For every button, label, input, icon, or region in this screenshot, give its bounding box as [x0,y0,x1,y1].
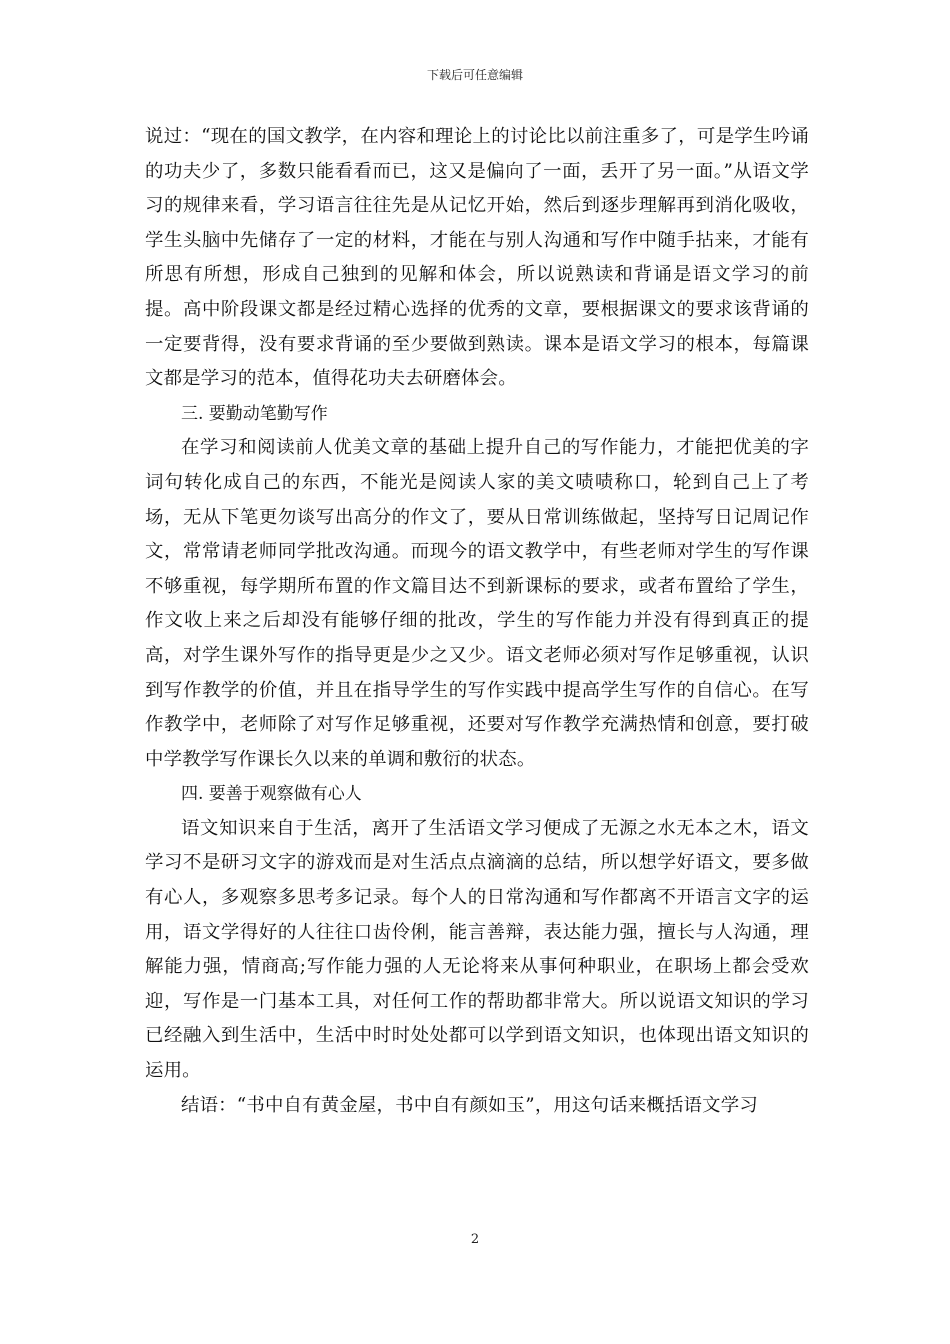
section-heading-writing: 三. 要勤动笔勤写作 [181,403,328,424]
section-heading-observation: 四. 要善于观察做有心人 [181,784,362,805]
paragraph-observation: 语文知识来自于生活，离开了生活语文学习便成了无源之水无本之木，语文学习不是研习文字的游戏而是对生活点点滴滴的总结，所以想学好语文，要多做有心人，多观察多思考多记录。每个人的日常沟通和写作都离不开语言文字的运用，语文学得好的人往往口齿伶俐，能言善辩，表达能力强，擅长与人沟通，理解能力强，情商高;写作能力强的人无论将来从事何种职业，在职场上都会受欢迎，写作是一门基本工具，对任何工作的帮助都非常大。所以说语文知识的学习已经融入到生活中，生活中时时处处都可以学到语文知识，也体现出语文知识的运用。 [145,817,809,1082]
paragraph-recitation: 说过：“现在的国文教学，在内容和理论上的讨论比以前注重多了，可是学生吟诵的功夫少了，多数只能看看而已，这又是偏向了一面，丢开了另一面。”从语文学习的规律来看，学习语言往往先是从记忆开始，然后到逐步理解再到消化吸收，学生头脑中先储存了一定的材料，才能在与别人沟通和写作中随手拈来，才能有所思有所想，形成自己独到的见解和体会，所以说熟读和背诵是语文学习的前提。高中阶段课文都是经过精心选择的优秀的文章，要根据课文的要求该背诵的一定要背得，没有要求背诵的至少要做到熟读。课本是语文学习的根本，每篇课文都是学习的范本，值得花功夫去研磨体会。 [145,126,809,390]
paragraph-writing: 在学习和阅读前人优美文章的基础上提升自己的写作能力，才能把优美的字词句转化成自己的东西，不能光是阅读人家的美文啧啧称口，轮到自己上了考场，无从下笔更勿谈写出高分的作文了，要从日常训练做起，坚持写日记周记作文，常常请老师同学批改沟通。而现今的语文教学中，有些老师对学生的写作课不够重视，每学期所布置的作文篇目达不到新课标的要求，或者布置给了学生，作文收上来之后却没有能够仔细的批改，学生的写作能力并没有得到真正的提高，对学生课外写作的指导更是少之又少。语文老师必须对写作足够重视，认识到写作教学的价值，并且在指导学生的写作实践中提高学生写作的自信心。在写作教学中，老师除了对写作足够重视，还要对写作教学充满热情和创意，要打破中学教学写作课长久以来的单调和敷衍的状态。 [145,437,809,770]
page-number: 2 [470,1232,480,1247]
page-header: 下载后可任意编辑 [426,68,523,82]
document-body [145,120,809,1123]
paragraph-conclusion: 结语：“书中自有黄金屋，书中自有颜如玉”，用这句话来概括语文学习 [181,1094,758,1116]
